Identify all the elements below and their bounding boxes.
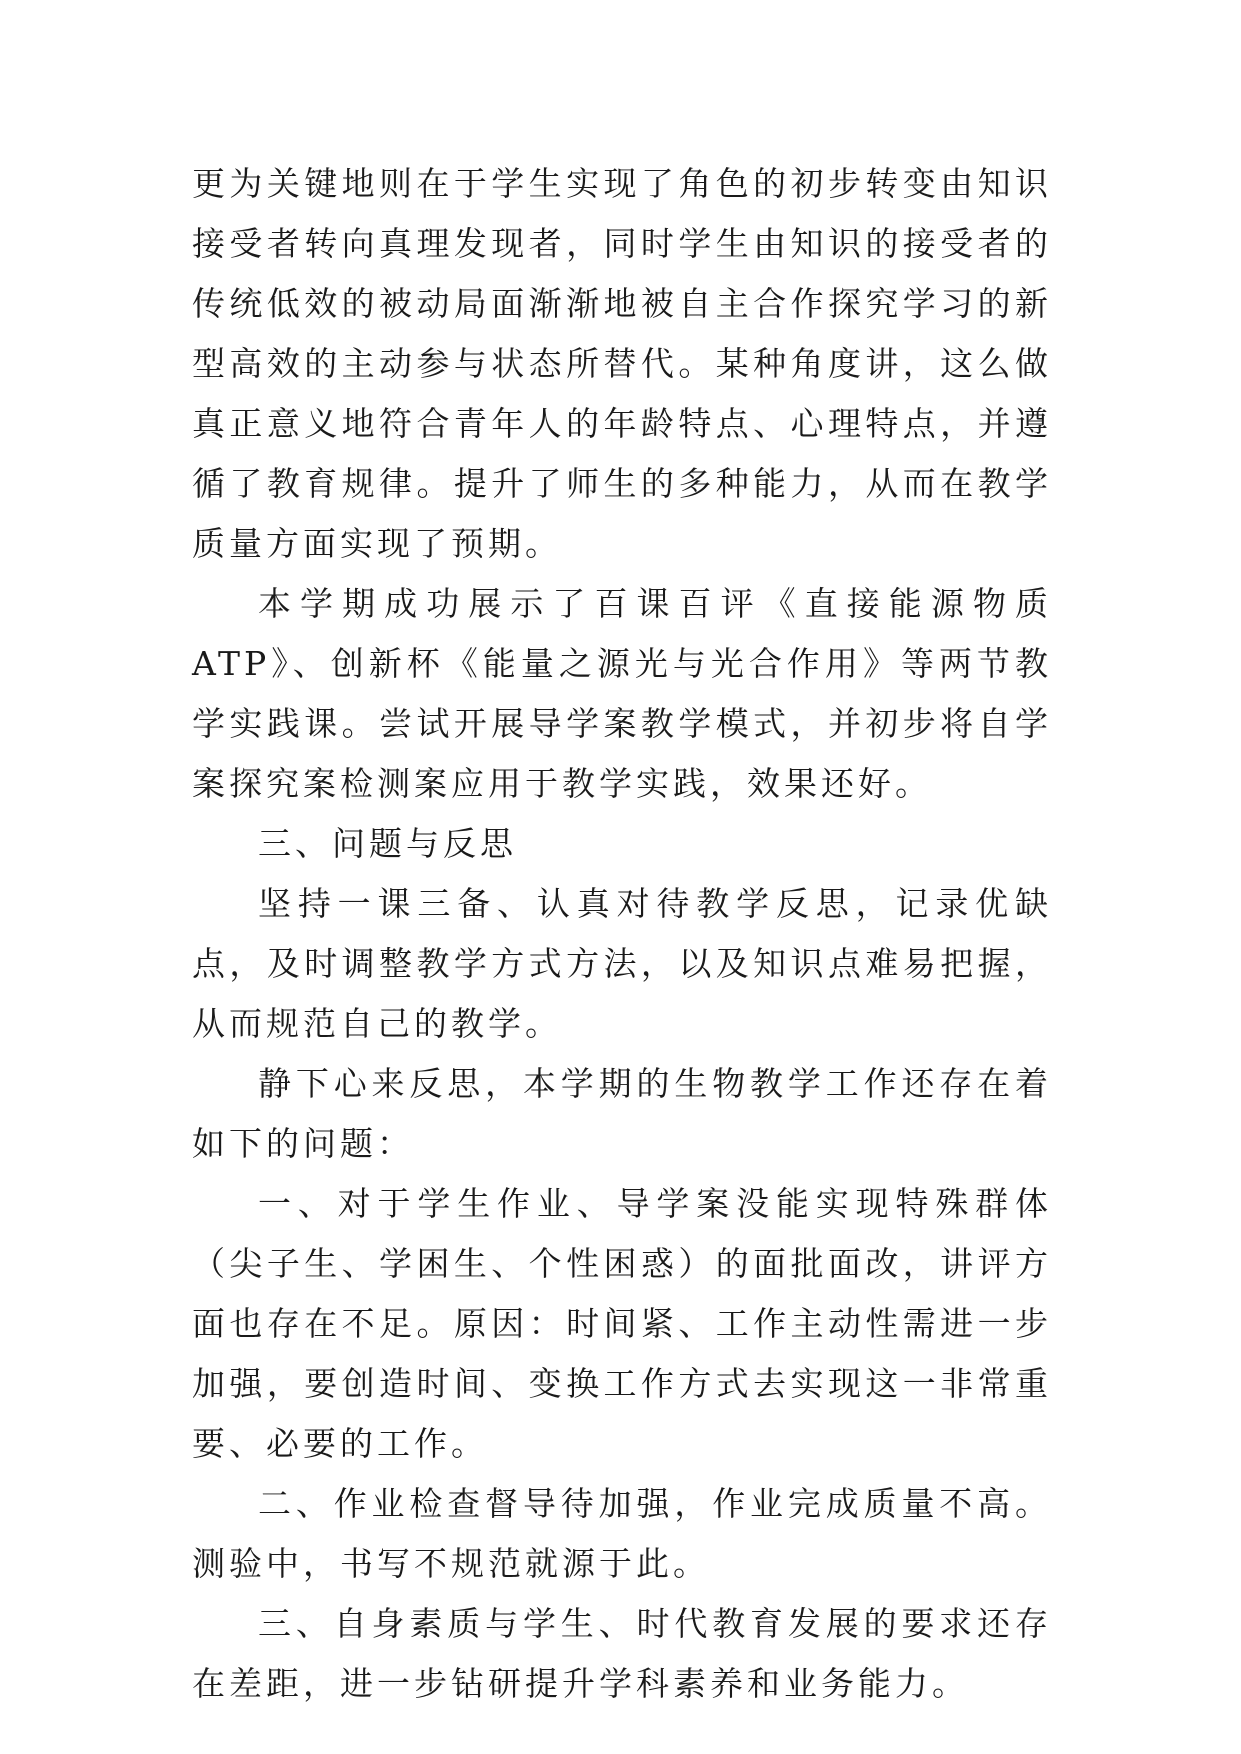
section-heading-problems-reflection: 三、问题与反思: [258, 824, 517, 863]
paragraph-demonstration-lessons: 本学期成功展示了百课百评《直接能源物质ATP》、创新杯《能量之源光与光合作用》等两节教学实践课。尝试开展导学案教学模式，并初步将自学案探究案检测案应用于教学实践，效果还好。: [192, 584, 1052, 803]
paragraph-lesson-preparation: 坚持一课三备、认真对待教学反思，记录优缺点，及时调整教学方式方法，以及知识点难易把握，从而规范自己的教学。: [192, 884, 1052, 1043]
paragraph-problem-two: 二、作业检查督导待加强，作业完成质量不高。测验中，书写不规范就源于此。: [192, 1484, 1052, 1583]
paragraph-reflection-intro: 静下心来反思，本学期的生物教学工作还存在着如下的问题：: [192, 1064, 1052, 1163]
paragraph-problem-three: 三、自身素质与学生、时代教育发展的要求还存在差距，进一步钻研提升学科素养和业务能力。: [192, 1604, 1052, 1703]
paragraph-continuation: 更为关键地则在于学生实现了角色的初步转变由知识接受者转向真理发现者，同时学生由知识的接受者的传统低效的被动局面渐渐地被自主合作探究学习的新型高效的主动参与状态所替代。某种角度讲，这么做真正意义地符合青年人的年龄特点、心理特点，并遵循了教育规律。提升了师生的多种能力，从而在教学质量方面实现了预期。: [192, 164, 1052, 563]
document-body: [192, 154, 1052, 1714]
paragraph-problem-one: 一、对于学生作业、导学案没能实现特殊群体（尖子生、学困生、个性困惑）的面批面改，讲评方面也存在不足。原因：时间紧、工作主动性需进一步加强，要创造时间、变换工作方式去实现这一非常重要、必要的工作。: [192, 1184, 1052, 1463]
